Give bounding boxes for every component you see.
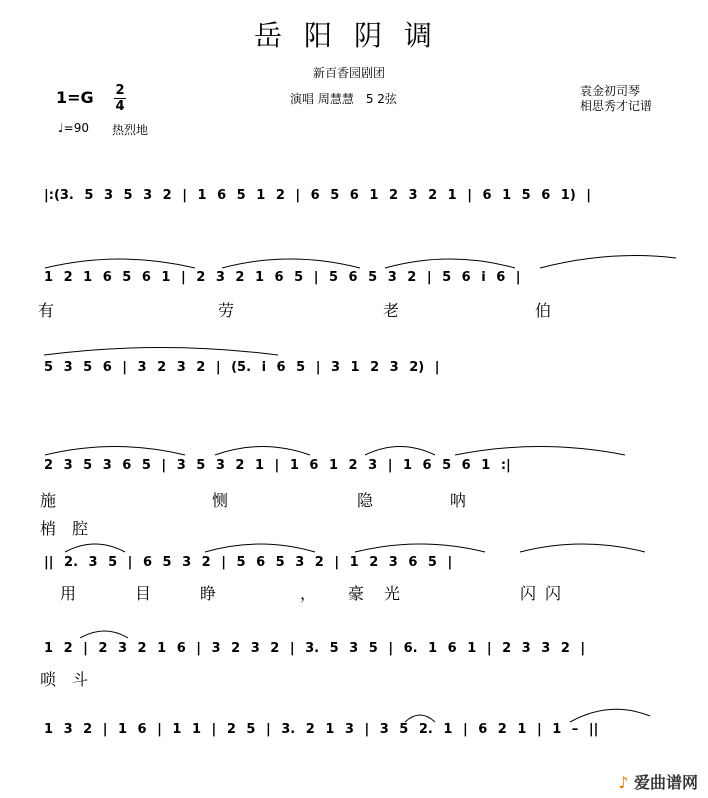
slur (385, 259, 515, 268)
lyric-you: 有 (38, 301, 55, 320)
page-title: 岳阳阴调 (253, 19, 454, 52)
slur (455, 447, 625, 456)
tempo-mark: ♩=90 (58, 121, 89, 135)
lyric-lao-work: 劳 (218, 301, 235, 320)
time-signature-bottom: 4 (115, 99, 125, 114)
watermark-logo (618, 770, 698, 793)
lyric-suo: 唢 (40, 670, 57, 689)
lyric-ce: 恻 (212, 491, 229, 510)
key-signature: 1=G (56, 88, 94, 107)
music-note-icon: ♪ (618, 773, 629, 792)
lyric-yong: 用 (60, 584, 77, 603)
lyric-comma: ， (300, 584, 317, 603)
lyric-guang: 光 (384, 584, 401, 603)
time-signature-top: 2 (115, 83, 125, 98)
slur (405, 715, 435, 722)
expression-mark: 热烈地 (112, 123, 149, 137)
system-3-notes: 5 3 5 6 | 3 2 3 2 | (5. i 6 5 | 3 1 2 3 2) | (44, 360, 440, 375)
slur (222, 259, 360, 268)
slur (45, 259, 195, 268)
lyric-hao: 豪 (348, 584, 365, 603)
system-7-notes: 1 3 2 | 1 6 | 1 1 | 2 5 | 3. 2 1 3 | 3 5 2. 1 | 6 2 1 | 1 – || (44, 722, 599, 737)
slur (520, 544, 645, 552)
slur (215, 447, 310, 456)
slur (45, 447, 185, 456)
lyric-bo: 伯 (535, 301, 552, 320)
lyric-yin: 隐 (357, 491, 374, 510)
system-6-notes: 1 2 | 2 3 2 1 6 | 3 2 3 2 | 3. 5 3 5 | 6. 1 6 1 | 2 3 3 2 | (44, 641, 586, 656)
singer-credit: 演唱 周慧慧 5 2弦 (290, 92, 397, 106)
slur (205, 544, 315, 552)
system-1-notes: |:(3. 5 3 5 3 2 | 1 6 5 1 2 | 6 5 6 1 2 3 2 1 | 6 1 5 6 1) | (44, 188, 592, 203)
lyric-lao-old: 老 (383, 301, 400, 320)
lyric-shi: 施 (40, 491, 57, 510)
slur (365, 447, 435, 456)
lyric-zheng: 睁 (200, 584, 217, 603)
credit-transcriber: 相思秀才记谱 (580, 99, 653, 113)
lyric-mu: 目 (135, 584, 152, 603)
system-2-notes: 1 2 1 6 5 6 1 | 2 3 2 1 6 5 | 5 6 5 3 2 | 5 6 i 6 | (44, 270, 521, 285)
lyric-shan-2: 闪 (545, 584, 562, 603)
slur (44, 348, 278, 356)
lyric-dou: 斗 (72, 670, 89, 689)
lyric-qiang: 腔 (72, 519, 89, 538)
slur (570, 709, 650, 722)
system-5-notes: || 2. 3 5 | 6 5 3 2 | 5 6 5 3 2 | 1 2 3 6 5 | (44, 555, 453, 570)
lyric-na: 呐 (450, 491, 467, 510)
credit-fiddler: 袁金初司琴 (580, 84, 641, 98)
slur (540, 256, 676, 268)
watermark-text: 爱曲谱网 (633, 773, 698, 792)
lyric-shan-1: 闪 (520, 584, 537, 603)
lyric-shao: 梢 (40, 519, 57, 538)
slur (80, 631, 128, 638)
troupe-name: 新百香园剧团 (313, 66, 386, 80)
system-4-notes: 2 3 5 3 6 5 | 3 5 3 2 1 | 1 6 1 2 3 | 1 6 5 6 1 :| (44, 458, 511, 473)
slur (355, 544, 485, 552)
slur (65, 544, 125, 552)
